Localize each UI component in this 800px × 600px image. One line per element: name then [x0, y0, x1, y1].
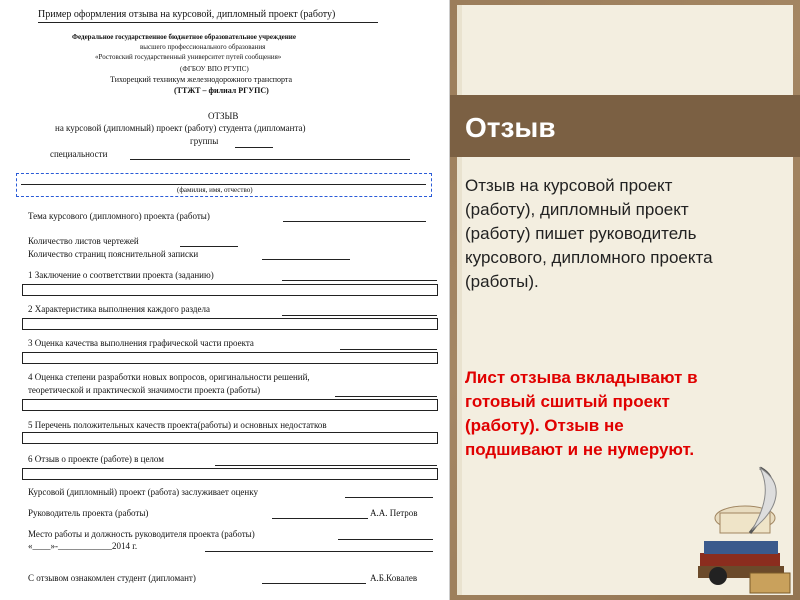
- supervisor-label: Руководитель проекта (работы): [28, 508, 149, 518]
- org-line-3: «Ростовский государственный университет путей сообщения»: [95, 53, 282, 61]
- grade-label: Курсовой (дипломный) проект (работа) заслуживает оценку: [28, 487, 258, 497]
- supervisor-name: А.А. Петров: [370, 508, 418, 518]
- section-5-label: 5 Перечень положительных качеств проекта(работы) и основных недостатков: [28, 420, 327, 430]
- section-2-label: 2 Характеристика выполнения каждого раздела: [28, 304, 210, 314]
- org-line-1: Федеральное государственное бюджетное образовательное учреждение: [72, 33, 296, 41]
- name-field-box: [16, 173, 432, 197]
- doc-title: ОТЗЫВ: [208, 111, 239, 121]
- workplace-label: Место работы и должность руководителя проекта (работы): [28, 529, 255, 539]
- org-line-4: (ФГБОУ ВПО РГУПС): [180, 65, 249, 73]
- quill-scroll-books-icon: [690, 458, 800, 598]
- org-line-6: (ТТЖТ – филиал РГУПС): [174, 86, 269, 95]
- section-1-label: 1 Заключение о соответствии проекта (заданию): [28, 270, 214, 280]
- student-label: С отзывом ознакомлен студент (дипломант): [28, 573, 196, 583]
- section-6-label: 6 Отзыв о проекте (работе) в целом: [28, 454, 164, 464]
- name-hint: (фамилия, имя, отчество): [177, 186, 253, 194]
- specialty-label: специальности: [50, 149, 108, 159]
- section-3-label: 3 Оценка качества выполнения графической части проекта: [28, 338, 254, 348]
- slide-heading: Отзыв: [465, 112, 556, 143]
- topic-label: Тема курсового (дипломного) проекта (работы): [28, 211, 210, 221]
- doc-header: Пример оформления отзыва на курсовой, дипломный проект (работу): [38, 9, 336, 20]
- group-label: группы: [190, 136, 219, 146]
- org-line-5: Тихорецкий техникум железнодорожного транспорта: [110, 75, 293, 84]
- org-line-2: высшего профессионального образования: [140, 43, 266, 51]
- date-label: «____»-____________2014 г.: [28, 541, 138, 551]
- pages-label: Количество страниц пояснительной записки: [28, 249, 199, 259]
- heading-bar: [450, 95, 800, 157]
- slide-paragraph-1: Отзыв на курсовой проект (работу), дипломный проект (работу) пишет руководитель курсового, дипломного проекта (работы).: [465, 176, 713, 291]
- section-4-label-a: 4 Оценка степени разработки новых вопросов, оригинальности решений,: [28, 372, 310, 382]
- student-name: А.Б.Ковалев: [370, 573, 418, 583]
- section-4-label-b: теоретической и практической значимости проекта (работы): [28, 385, 261, 395]
- sheets-label: Количество листов чертежей: [28, 236, 139, 246]
- doc-subtitle: на курсовой (дипломный) проект (работу) студента (дипломанта): [55, 123, 306, 133]
- slide-paragraph-2: Лист отзыва вкладывают в готовый сшитый проект (работу). Отзыв не подшивают и не нумеруют.: [465, 368, 698, 459]
- slide-frame: [450, 0, 800, 600]
